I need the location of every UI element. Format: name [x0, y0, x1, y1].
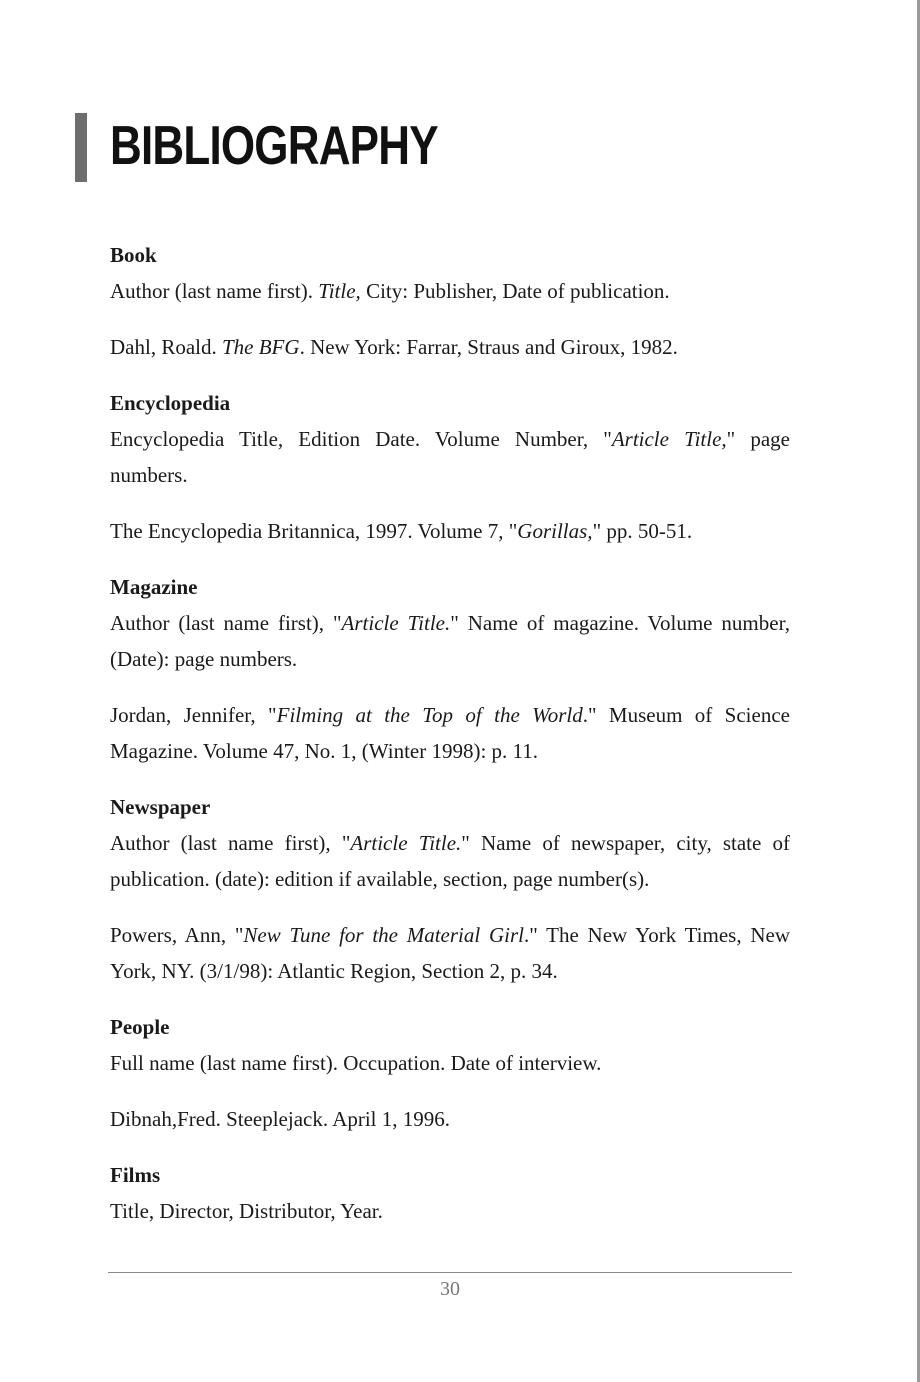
newspaper-example — [110, 917, 790, 989]
book-format — [110, 273, 790, 309]
book-format-italic: Title, — [318, 279, 361, 303]
section-newspaper — [110, 789, 790, 989]
encyclopedia-format-italic: Article Title, — [611, 427, 727, 451]
newspaper-format-part: Author (last name first), " — [110, 831, 351, 855]
newspaper-format — [110, 825, 790, 897]
section-heading-book: Book — [110, 243, 157, 267]
newspaper-example-italic: New Tune for the Material Girl — [243, 923, 524, 947]
encyclopedia-example-italic: Gorillas, — [517, 519, 593, 543]
section-heading-encyclopedia: Encyclopedia — [110, 391, 231, 415]
magazine-example-italic: Filming at the Top of the World — [276, 703, 583, 727]
encyclopedia-format — [110, 421, 790, 493]
encyclopedia-example-part: " pp. 50-51. — [592, 519, 693, 543]
book-example-part: Dahl, Roald. — [110, 335, 222, 359]
magazine-example — [110, 697, 790, 769]
section-magazine — [110, 569, 790, 769]
magazine-format-italic: Article Title. — [341, 611, 451, 635]
section-films — [110, 1157, 790, 1229]
magazine-example-part: Jordan, Jennifer, " — [110, 703, 277, 727]
section-encyclopedia — [110, 385, 790, 549]
book-example-italic: The BFG — [221, 335, 300, 359]
section-people — [110, 1009, 790, 1137]
footer-divider — [108, 1272, 792, 1273]
section-book — [110, 237, 790, 365]
newspaper-example-part: ." The New York Times, New York, NY. (3/1/98): Atlantic Region, Section 2, p. 34. — [110, 923, 790, 983]
newspaper-example-part: Powers, Ann, " — [110, 923, 244, 947]
bibliography-content — [110, 237, 790, 1249]
encyclopedia-format-part: Encyclopedia Title, Edition Date. Volume Number, " — [110, 427, 612, 451]
page-title: BIBLIOGRAPHY — [110, 114, 438, 176]
magazine-format-part: " Name of magazine. Volume number, (Date): page numbers. — [110, 611, 790, 671]
book-format-part: City: Publisher, Date of publication. — [360, 279, 670, 303]
section-heading-magazine: Magazine — [110, 575, 198, 599]
title-accent-bar — [75, 113, 87, 182]
newspaper-format-italic: Article Title. — [350, 831, 462, 855]
magazine-example-part: ." Museum of Science Magazine. Volume 47, No. 1, (Winter 1998): p. 11. — [110, 703, 790, 763]
magazine-format-part: Author (last name first), " — [110, 611, 342, 635]
section-heading-people: People — [110, 1015, 170, 1039]
book-example-part: . New York: Farrar, Straus and Giroux, 1982. — [299, 335, 678, 359]
section-heading-newspaper: Newspaper — [110, 795, 211, 819]
book-example — [110, 329, 790, 365]
magazine-format — [110, 605, 790, 677]
films-format: Title, Director, Distributor, Year. — [110, 1199, 383, 1223]
page-number: 30 — [440, 1278, 460, 1300]
encyclopedia-example — [110, 513, 790, 549]
people-format: Full name (last name first). Occupation. Date of interview. — [110, 1051, 602, 1075]
book-format-part: Author (last name first). — [110, 279, 319, 303]
encyclopedia-example-part: The Encyclopedia Britannica, 1997. Volume 7, " — [110, 519, 518, 543]
newspaper-format-part: " Name of newspaper, city, state of publication. (date): edition if available, section, page number(s). — [110, 831, 790, 891]
people-example: Dibnah,Fred. Steeplejack. April 1, 1996. — [110, 1107, 451, 1131]
section-heading-films: Films — [110, 1163, 161, 1187]
encyclopedia-format-part: " page numbers. — [110, 427, 790, 487]
